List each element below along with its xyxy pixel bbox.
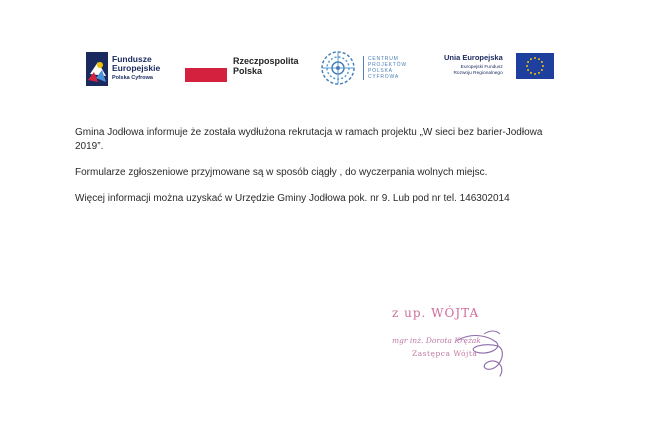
fe-sub: Polska Cyfrowa	[112, 75, 153, 81]
eu-flag-icon	[516, 53, 554, 79]
eu-star-icon	[541, 69, 543, 71]
eu-star-icon	[526, 65, 528, 67]
fundusze-europejskie-mark-icon	[86, 52, 108, 86]
eu-star-icon	[530, 58, 532, 60]
cppc-text	[363, 56, 407, 80]
announcement-paragraph-1: Gmina Jodłowa informuje że została wydłużona rekrutacja w ramach projektu „W sieci bez barier-Jodłowa 2019”.	[75, 127, 543, 152]
stamp-role: Zastępca Wójta	[412, 349, 478, 358]
eu-star-icon	[538, 72, 540, 74]
stamp-title: z up. WÓJTA	[392, 306, 480, 320]
poland-flag-white	[185, 54, 227, 68]
eu-star-icon	[527, 61, 529, 63]
poland-flag-red	[185, 68, 227, 82]
eu-star-icon	[534, 57, 536, 59]
rzeczpospolita-polska-logo	[185, 54, 305, 84]
ue-sub	[444, 65, 503, 77]
ue-title: Unia Europejska	[444, 53, 503, 62]
official-stamp	[388, 306, 528, 386]
fe-line2: Europejskie	[112, 63, 161, 73]
stamp-name: mgr inż. Dorota Krężak	[392, 336, 481, 345]
announcement-paragraph-3: Więcej informacji można uzyskać w Urzędzie Gminy Jodłowa pok. nr 9. Lub pod nr tel. 146302014	[75, 193, 510, 204]
ue-sub2: Rozwoju Regionalnego	[453, 71, 503, 76]
cppc-line: PROJEKTÓW	[368, 62, 407, 68]
centrum-projektow-logo	[320, 50, 430, 90]
handwritten-signature	[388, 306, 528, 386]
rp-line1: Rzeczpospolita	[233, 56, 299, 66]
ue-sub1: Europejski Fundusz	[460, 65, 503, 70]
eu-star-icon	[527, 69, 529, 71]
fundusze-europejskie-logo	[86, 52, 176, 86]
rzeczpospolita-text	[233, 56, 299, 76]
cppc-line: POLSKA	[368, 68, 393, 74]
cppc-line: CYFROWA	[368, 74, 399, 80]
circuit-brain-icon	[320, 50, 356, 86]
eu-star-icon	[530, 72, 532, 74]
eu-star-icon	[541, 61, 543, 63]
eu-star-icon	[542, 65, 544, 67]
fe-line1: Fundusze	[112, 54, 152, 64]
ue-text	[444, 54, 503, 77]
eu-star-icon	[538, 58, 540, 60]
cppc-line: CENTRUM	[368, 56, 399, 62]
unia-europejska-logo	[444, 52, 554, 86]
rp-line2: Polska	[233, 66, 263, 76]
eu-star-icon	[534, 73, 536, 75]
announcement-paragraph-2: Formularze zgłoszeniowe przyjmowane są w sposób ciągły , do wyczerpania wolnych miejsc.	[75, 167, 488, 178]
fundusze-europejskie-text	[112, 55, 160, 83]
logo-bar	[0, 46, 645, 90]
